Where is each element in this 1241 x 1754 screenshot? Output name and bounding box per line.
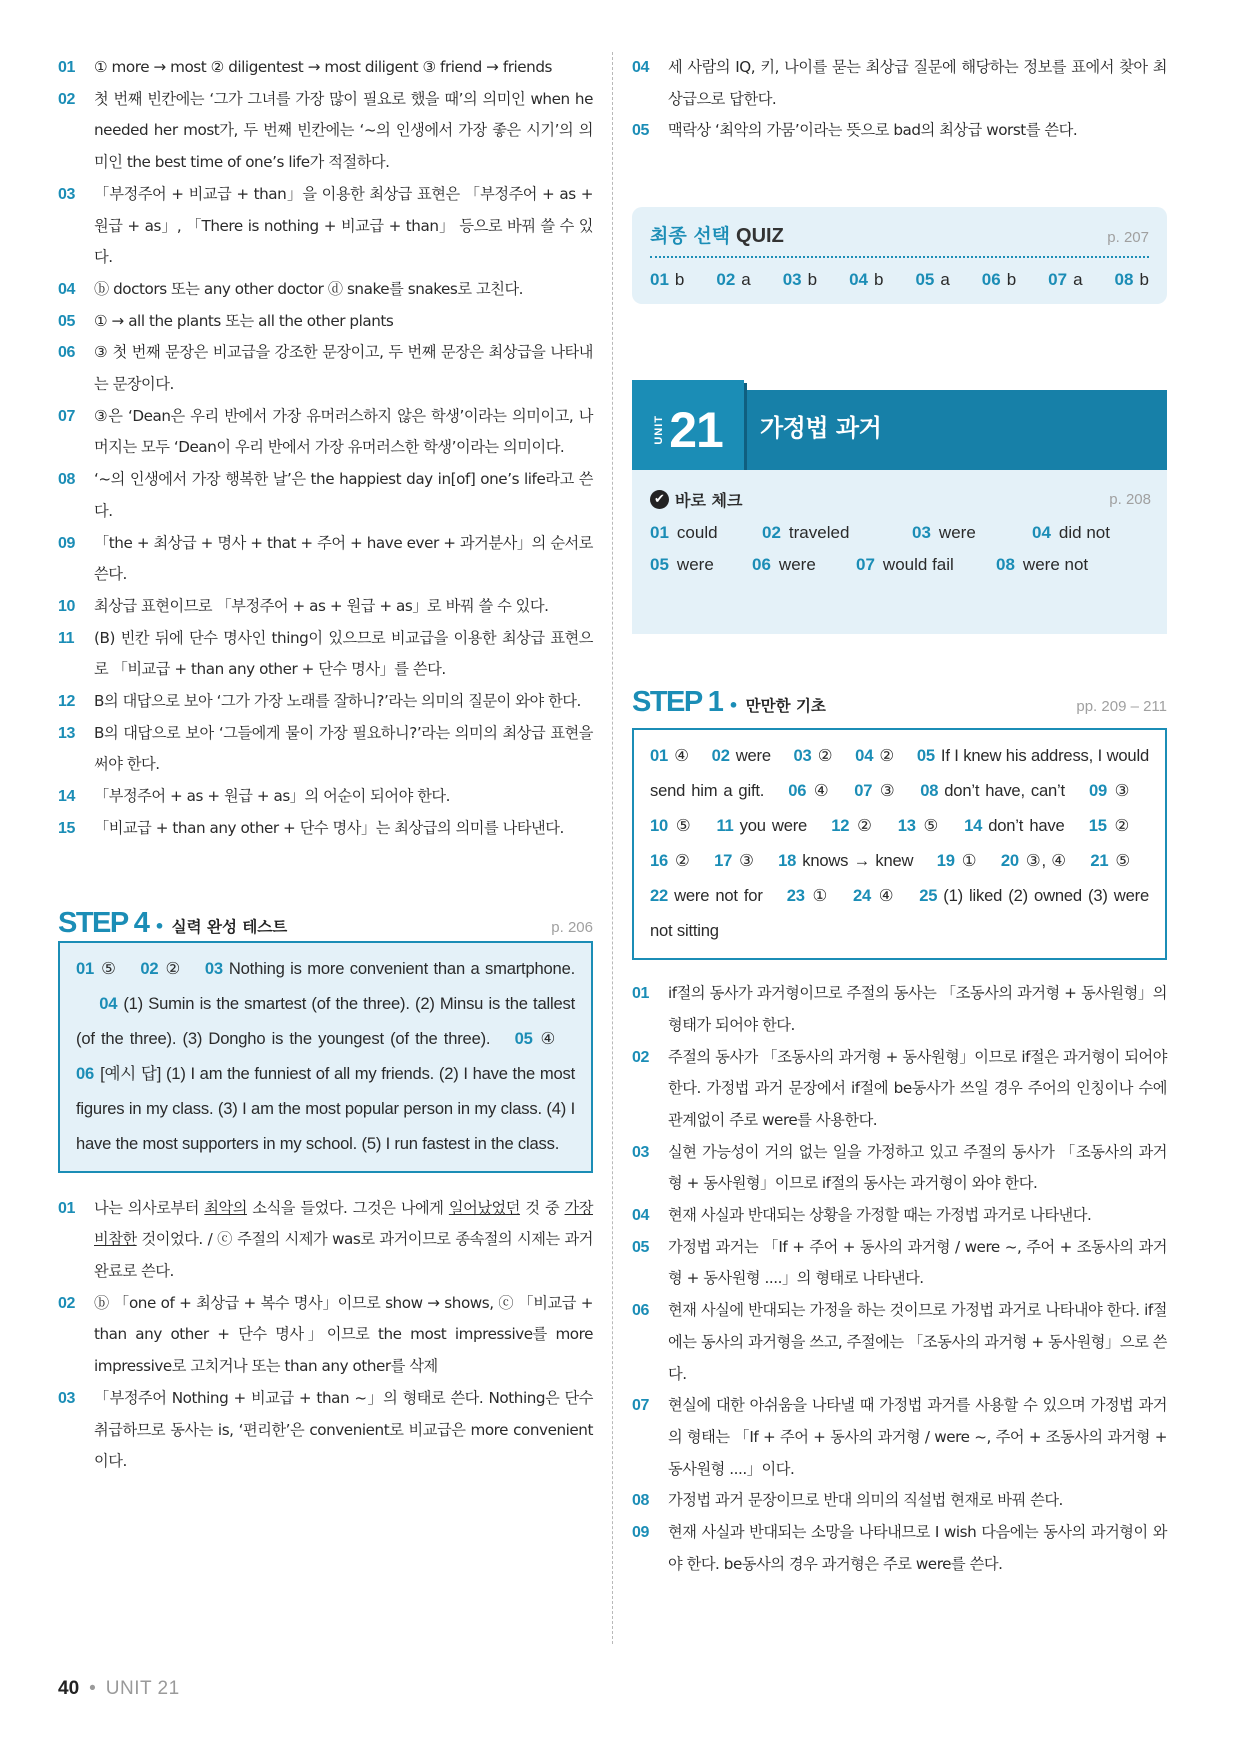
item-text: 첫 번째 빈칸에는 ‘그가 그녀를 가장 많이 필요로 했을 때’의 의미인 when he needed her most가, 두 번째 빈칸에는 ‘~의 인생에서 가장 좋은 시기’의 의미인 the best time of one’s life가 적절하다. [94, 89, 593, 172]
bullet-icon: • [89, 1678, 96, 1699]
check-answer: 03 were [912, 523, 976, 543]
item-number: 02 [632, 1048, 649, 1066]
item-text: 실현 가능성이 거의 없는 일을 가정하고 있고 주절의 동사가 「조동사의 과거형 + 동사원형」이므로 if절의 동사는 과거형이 와야 한다. [668, 1142, 1167, 1193]
step1-answer-box: 01 ④ 02 were 03 ② 04 ② 05 If I knew his address, I would send him a gift. 06 ④ 07 ③ 08 don’t have, can’t 09 ③ 10 ⑤ 11 you were 12 ② 13 ⑤ 14 don’t have 15 ② 16 ② 17 ③ 18 knows → knew 19 ① 20 ③, ④ 21 ⑤ 22 were not for 23 ① 24 ④ 25 (1) liked (2) owned (3) were not sitting [632, 728, 1167, 960]
item-number: 05 [58, 312, 75, 330]
answer-number: 04 [99, 993, 118, 1013]
quiz-answer: 05 a [915, 270, 950, 290]
quick-check-title: 바로 체크 [675, 491, 743, 511]
item-text: 「the + 최상급 + 명사 + that + 주어 + have ever + 과거분사」의 순서로 쓴다. [94, 533, 593, 584]
item-text: 「비교급 + than any other + 단수 명사」는 최상급의 의미를 나타낸다. [94, 818, 564, 837]
answer-value: ⑤ [100, 958, 117, 978]
step4-label: STEP 4 [58, 906, 149, 939]
check-answer: 01 could [650, 523, 718, 543]
item-text: ③은 ‘Dean은 우리 반에서 가장 유머러스하지 않은 학생’이라는 의미이고, 나머지는 모두 ‘Dean이 우리 반에서 가장 유머러스한 학생’이라는 의미이다. [94, 406, 593, 457]
list-item [58, 464, 593, 527]
quiz-answer: 04 b [849, 270, 884, 290]
item-text: B의 대답으로 보아 ‘그가 가장 노래를 잘하니?’라는 의미의 질문이 와야 한다. [94, 692, 581, 711]
quick-check-header [650, 488, 1151, 511]
answer-value: [예시 답] (1) I am the funniest of all my friends. (2) I have the most figures in my class. (3) I am the most popular person in my class. (4) I have the most supporters in my school. (5) I run fastest in the class. [76, 1063, 575, 1153]
step1-header [632, 686, 1167, 722]
item-text: (B) 빈칸 뒤에 단수 명사인 thing이 있으므로 비교급을 이용한 최상급 표현으로 「비교급 + than any other + 단수 명사」를 쓴다. [94, 628, 593, 679]
item-number: 11 [58, 629, 75, 647]
column-divider [612, 52, 613, 1644]
final-quiz-box [632, 207, 1167, 304]
item-text: B의 대답으로 보아 ‘그들에게 물이 가장 필요하니?’라는 의미의 최상급 표현을 써야 한다. [94, 723, 593, 774]
unit-number: 21 [669, 402, 723, 459]
item-number: 14 [58, 788, 75, 806]
item-number: 01 [58, 1199, 75, 1217]
left-column [58, 52, 593, 1478]
page-reference: p. 207 [1107, 229, 1149, 247]
check-icon: ✔ [650, 490, 669, 509]
quick-check-box [632, 470, 1167, 634]
item-number: 05 [632, 1238, 649, 1256]
list-item [632, 1137, 1167, 1200]
quiz-header [650, 221, 1149, 258]
check-answer: 05 were [650, 555, 714, 575]
list-item [632, 1232, 1167, 1295]
list-item [632, 1485, 1167, 1517]
unit-badge [632, 380, 744, 480]
quiz-answer: 07 a [1048, 270, 1083, 290]
item-number: 03 [632, 1143, 649, 1161]
item-number: 07 [58, 407, 75, 425]
item-number: 08 [58, 471, 75, 489]
page-reference: pp. 209 – 211 [1076, 698, 1167, 716]
list-item [58, 274, 593, 306]
item-number: 02 [58, 1294, 75, 1312]
item-text: 「부정주어 Nothing + 비교급 + than ~」의 형태로 쓴다. Nothing은 단수 취급하므로 동사는 is, ‘편리한’은 convenient로 비교급은 more convenient이다. [94, 1388, 593, 1471]
step1-explanations [632, 978, 1167, 1580]
list-item [58, 1383, 593, 1478]
item-text: ‘~의 인생에서 가장 행복한 날’은 the happiest day in[of] one’s life라고 쓴다. [94, 470, 593, 520]
list-item [58, 401, 593, 464]
list-item [632, 1295, 1167, 1390]
quiz-answer: 01 b [650, 270, 685, 290]
item-text: ③ 첫 번째 문장은 비교급을 강조한 문장이고, 두 번째 문장은 최상급을 나타내는 문장이다. [94, 343, 593, 394]
step1-label: STEP 1 [632, 686, 723, 719]
quiz-answers [650, 258, 1149, 290]
unit-label: UNIT [653, 415, 666, 445]
footer-unit: UNIT 21 [105, 1678, 180, 1699]
item-text: 나는 의사로부터 최악의 소식을 들었다. 그것은 나에게 일어났었던 것 중 가장 비참한 것이었다. / ⓒ 주절의 시제가 was로 과거이므로 종속절의 시제는 과거 완료로 쓴다. [94, 1198, 593, 1280]
answer-value: ④ [538, 1028, 557, 1048]
item-number: 13 [58, 724, 75, 742]
item-text: 「부정주어 + 비교급 + than」을 이용한 최상급 표현은 「부정주어 + as + 원급 + as」, 「There is nothing + 비교급 + than」 등으로 바꿔 쓸 수 있다. [94, 184, 593, 267]
list-item [632, 1517, 1167, 1580]
item-text: 주절의 동사가 「조동사의 과거형 + 동사원형」이므로 if절은 과거형이 되어야 한다. 가정법 과거 문장에서 if절에 be동사가 쓰일 경우 주어의 인칭이나 수에 관계없이 주로 were를 사용한다. [668, 1047, 1167, 1129]
list-item [58, 1288, 593, 1383]
item-text: 현재 사실과 반대되는 소망을 나타내므로 I wish 다음에는 동사의 과거형이 와야 한다. be동사의 경우 과거형은 주로 were를 쓴다. [668, 1523, 1167, 1573]
item-number: 06 [632, 1302, 649, 1320]
list-item [58, 84, 593, 179]
item-number: 03 [58, 1389, 75, 1407]
item-text: 가정법 과거 문장이므로 반대 의미의 직설법 현재로 바꿔 쓴다. [668, 1491, 1063, 1510]
answer-number: 06 [76, 1063, 95, 1083]
step3-explanations [58, 52, 593, 845]
right-column [632, 52, 1167, 1580]
step1-subtitle: 만만한 기초 [745, 697, 826, 716]
item-text: 최상급 표현이므로 「부정주어 + as + 원급 + as」로 바꿔 쓸 수 있다. [94, 596, 549, 615]
unit-section [632, 380, 1167, 634]
item-text: ① more → most ② diligentest → most diligent ③ friend → friends [94, 58, 552, 76]
check-answer: 07 would fail [856, 555, 954, 575]
list-item [58, 179, 593, 274]
list-item [58, 686, 593, 718]
item-number: 06 [58, 344, 75, 362]
list-item [58, 813, 593, 845]
item-text: 현재 사실에 반대되는 가정을 하는 것이므로 가정법 과거로 나타내야 한다. if절에는 동사의 과거형을 쓰고, 주절에는 「조동사의 과거형 + 동사원형」으로 쓴다. [668, 1301, 1167, 1383]
list-item [58, 306, 593, 338]
check-answer: 04 did not [1032, 523, 1110, 543]
page-reference: p. 208 [1109, 491, 1151, 509]
item-text: ⓑ doctors 또는 any other doctor ⓓ snake를 snakes로 고친다. [94, 279, 524, 298]
list-item [58, 781, 593, 813]
list-item [632, 978, 1167, 1041]
item-number: 09 [632, 1524, 649, 1542]
list-item [58, 337, 593, 400]
list-item [632, 1042, 1167, 1137]
step4-header [58, 907, 593, 943]
answer-value: Nothing is more convenient than a smartphone. [228, 958, 576, 978]
item-text: 세 사람의 IQ, 키, 나이를 묻는 최상급 질문에 해당하는 정보를 표에서 찾아 최상급으로 답한다. [668, 58, 1167, 108]
list-item [632, 1390, 1167, 1485]
item-number: 12 [58, 693, 75, 711]
item-number: 02 [58, 90, 75, 108]
quick-check-row [650, 555, 1151, 575]
item-number: 09 [58, 534, 75, 552]
list-item [58, 591, 593, 623]
step4-subtitle: 실력 완성 테스트 [171, 917, 288, 936]
quick-check-row [650, 523, 1151, 543]
page-footer [58, 1678, 180, 1700]
quiz-title-kr: 최종 선택 [650, 225, 731, 248]
item-number: 03 [58, 185, 75, 203]
quiz-title-en: QUIZ [736, 225, 784, 248]
step4-explanations-continued [632, 52, 1167, 147]
check-answer: 08 were not [996, 555, 1089, 575]
unit-title: 가정법 과거 [760, 414, 882, 443]
item-text: ⓑ 「one of + 최상급 + 복수 명사」이므로 show → shows, ⓒ 「비교급 + than any other + 단수 명사」이므로 the most impressive를 more impressive로 고치거나 또는 than any other를 삭제 [94, 1293, 593, 1376]
check-answer: 06 were [752, 555, 816, 575]
item-text: 현실에 대한 아쉬움을 나타낼 때 가정법 과거를 사용할 수 있으며 가정법 과거의 형태는 「If + 주어 + 동사의 과거형 / were ~, 주어 + 조동사의 과거형 + 동사원형 ....」이다. [668, 1396, 1167, 1478]
item-number: 15 [58, 819, 75, 837]
item-number: 05 [632, 122, 649, 140]
step4-answer-box [58, 943, 593, 1173]
bullet-icon: • [728, 696, 739, 716]
step4-explanations [58, 1193, 593, 1478]
item-text: 「부정주어 + as + 원급 + as」의 어순이 되어야 한다. [94, 787, 451, 806]
answer-value: ② [164, 958, 182, 978]
item-text: 가정법 과거는 「If + 주어 + 동사의 과거형 / were ~, 주어 + 조동사의 과거형 + 동사원형 ....」의 형태로 나타낸다. [668, 1237, 1167, 1288]
list-item [632, 1200, 1167, 1232]
bullet-icon: • [154, 916, 165, 936]
quiz-answer: 06 b [981, 270, 1017, 290]
quiz-answer: 03 b [782, 270, 818, 290]
item-number: 04 [58, 280, 75, 298]
check-answer: 02 traveled [762, 523, 850, 543]
answer-value: (1) Sumin is the smartest (of the three). (2) Minsu is the tallest (of the three). (3) Dongho is the youngest (of the three). [76, 993, 575, 1048]
item-text: if절의 동사가 과거형이므로 주절의 동사는 「조동사의 과거형 + 동사원형」의 형태가 되어야 한다. [668, 984, 1167, 1034]
list-item [632, 52, 1167, 115]
list-item [58, 623, 593, 686]
quiz-answer: 02 a [716, 270, 751, 290]
item-number: 08 [632, 1492, 649, 1510]
item-number: 07 [632, 1397, 649, 1415]
page-number: 40 [58, 1678, 80, 1699]
list-item [632, 115, 1167, 147]
answer-number: 02 [140, 958, 159, 978]
page-reference: p. 206 [551, 918, 593, 936]
quiz-answer: 08 b [1114, 270, 1149, 290]
item-number: 01 [632, 985, 649, 1003]
item-text: 현재 사실과 반대되는 상황을 가정할 때는 가정법 과거로 나타낸다. [668, 1206, 1092, 1225]
item-text: ① → all the plants 또는 all the other plants [94, 311, 394, 330]
item-number: 10 [58, 597, 75, 615]
answer-number: 03 [204, 958, 223, 978]
list-item [58, 528, 593, 591]
list-item [58, 52, 593, 84]
list-item [58, 1193, 593, 1288]
item-number: 04 [632, 1207, 649, 1225]
item-number: 04 [632, 59, 649, 76]
item-text: 맥락상 ‘최악의 가뭄’이라는 뜻으로 bad의 최상급 worst를 쓴다. [668, 121, 1078, 140]
answer-number: 01 [76, 958, 95, 978]
item-number: 01 [58, 59, 75, 76]
answer-number: 05 [514, 1028, 533, 1048]
list-item [58, 718, 593, 781]
